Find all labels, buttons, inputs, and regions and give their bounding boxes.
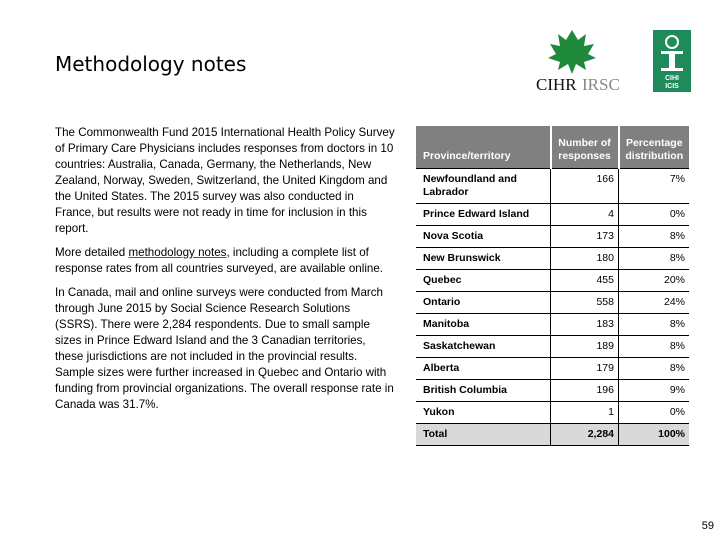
percentage-cell: 7% [619,169,690,204]
svg-text:IRSC: IRSC [582,75,620,94]
responses-cell: 558 [551,292,619,314]
responses-cell: 1 [551,402,619,424]
text: More detailed [55,246,129,259]
table-row [416,204,689,226]
province-cell: Alberta [416,358,551,380]
table-row [416,358,689,380]
province-cell: Newfoundland and Labrador [416,169,551,204]
province-cell: British Columbia [416,380,551,402]
methodology-notes-link[interactable]: methodology notes [128,246,227,259]
methodology-text [55,125,395,421]
total-row [416,424,689,446]
responses-cell: 2,284 [551,424,619,446]
paragraph-more-details [55,245,395,277]
page-number: 59 [701,520,714,532]
percentage-cell: 8% [619,226,690,248]
table-row [416,226,689,248]
percentage-cell: 20% [619,270,690,292]
province-cell: Quebec [416,270,551,292]
header-responses: Number of responses [551,126,619,169]
percentage-cell: 9% [619,380,690,402]
responses-cell: 189 [551,336,619,358]
province-cell: Total [416,424,551,446]
table-row [416,402,689,424]
responses-cell: 180 [551,248,619,270]
svg-text:CIHI: CIHI [665,75,679,82]
text: , including a complete list of response rates from all countries surveyed, are available online. [55,246,384,275]
table-row [416,270,689,292]
province-cell: Manitoba [416,314,551,336]
province-cell: Yukon [416,402,551,424]
table-row [416,292,689,314]
percentage-cell: 100% [619,424,690,446]
province-cell: Saskatchewan [416,336,551,358]
responses-cell: 173 [551,226,619,248]
svg-text:ICIS: ICIS [665,83,679,90]
cihr-logo [532,28,632,94]
province-cell: New Brunswick [416,248,551,270]
responses-cell: 179 [551,358,619,380]
cihi-logo [653,30,691,92]
province-cell: Ontario [416,292,551,314]
header-province: Province/territory [416,126,551,169]
responses-table [416,126,689,446]
province-cell: Nova Scotia [416,226,551,248]
table-row [416,248,689,270]
paragraph-canada: In Canada, mail and online surveys were conducted from March through June 2015 by Social Science Research Solutions (SSRS). There were 2,284 respondents. Due to small sample sizes in Prince Edward Island and the 3 Canadian territories, these jurisdictions are not included in the provincial results. Sample sizes were further increased in Quebec and Ontario with funding from provincial organizations. The overall response rate in Canada was 31.7%. [55,286,394,411]
header-percentage: Percentage distribution [619,126,690,169]
table-row [416,314,689,336]
percentage-cell: 0% [619,402,690,424]
percentage-cell: 24% [619,292,690,314]
responses-cell: 183 [551,314,619,336]
responses-cell: 196 [551,380,619,402]
table-row [416,380,689,402]
table-row [416,169,689,204]
responses-cell: 4 [551,204,619,226]
percentage-cell: 8% [619,358,690,380]
responses-cell: 166 [551,169,619,204]
percentage-cell: 8% [619,248,690,270]
table-row [416,336,689,358]
percentage-cell: 8% [619,336,690,358]
page-title: Methodology notes [55,52,247,76]
paragraph-survey: The Commonwealth Fund 2015 International Health Policy Survey of Primary Care Physicians includes responses from doctors in 10 countries: Australia, Canada, Germany, the Netherlands, New Zealand, Norway, Sweden, Switzerland, the United Kingdom and the United States. The 2015 survey was also conducted in France, but results were not ready in time for inclusion in this report. [55,126,395,235]
responses-cell: 455 [551,270,619,292]
province-cell: Prince Edward Island [416,204,551,226]
svg-text:CIHR: CIHR [536,75,577,94]
percentage-cell: 8% [619,314,690,336]
percentage-cell: 0% [619,204,690,226]
